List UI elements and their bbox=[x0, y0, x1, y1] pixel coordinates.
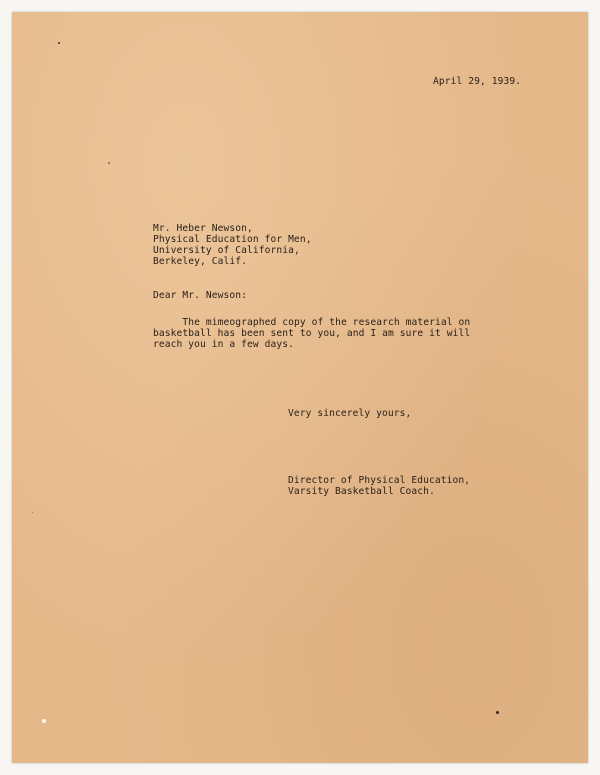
recipient-line: Physical Education for Men, bbox=[153, 234, 312, 245]
salutation: Dear Mr. Newson: bbox=[153, 290, 248, 301]
body-paragraph bbox=[153, 317, 470, 350]
paper-hole bbox=[42, 719, 46, 723]
signature-line: Director of Physical Education, bbox=[288, 475, 471, 486]
recipient-line: Mr. Heber Newson, bbox=[153, 223, 253, 234]
complimentary-close: Very sincerely yours, bbox=[288, 408, 412, 419]
letter-date: April 29, 1939. bbox=[433, 76, 522, 87]
paper-speck bbox=[58, 42, 60, 44]
body-line: reach you in a few days. bbox=[153, 339, 295, 350]
recipient-line: Berkeley, Calif. bbox=[153, 256, 248, 267]
recipient-address bbox=[153, 223, 312, 267]
paper-speck bbox=[496, 711, 499, 714]
recipient-line: University of California, bbox=[153, 245, 300, 256]
body-line: The mimeographed copy of the research material on bbox=[153, 317, 471, 328]
paper-speck bbox=[108, 162, 110, 164]
body-line: basketball has been sent to you, and I am sure it will bbox=[153, 328, 471, 339]
paper-speck bbox=[32, 512, 33, 513]
letter-page bbox=[12, 12, 588, 763]
signature-block bbox=[288, 475, 470, 497]
signature-line: Varsity Basketball Coach. bbox=[288, 486, 435, 497]
